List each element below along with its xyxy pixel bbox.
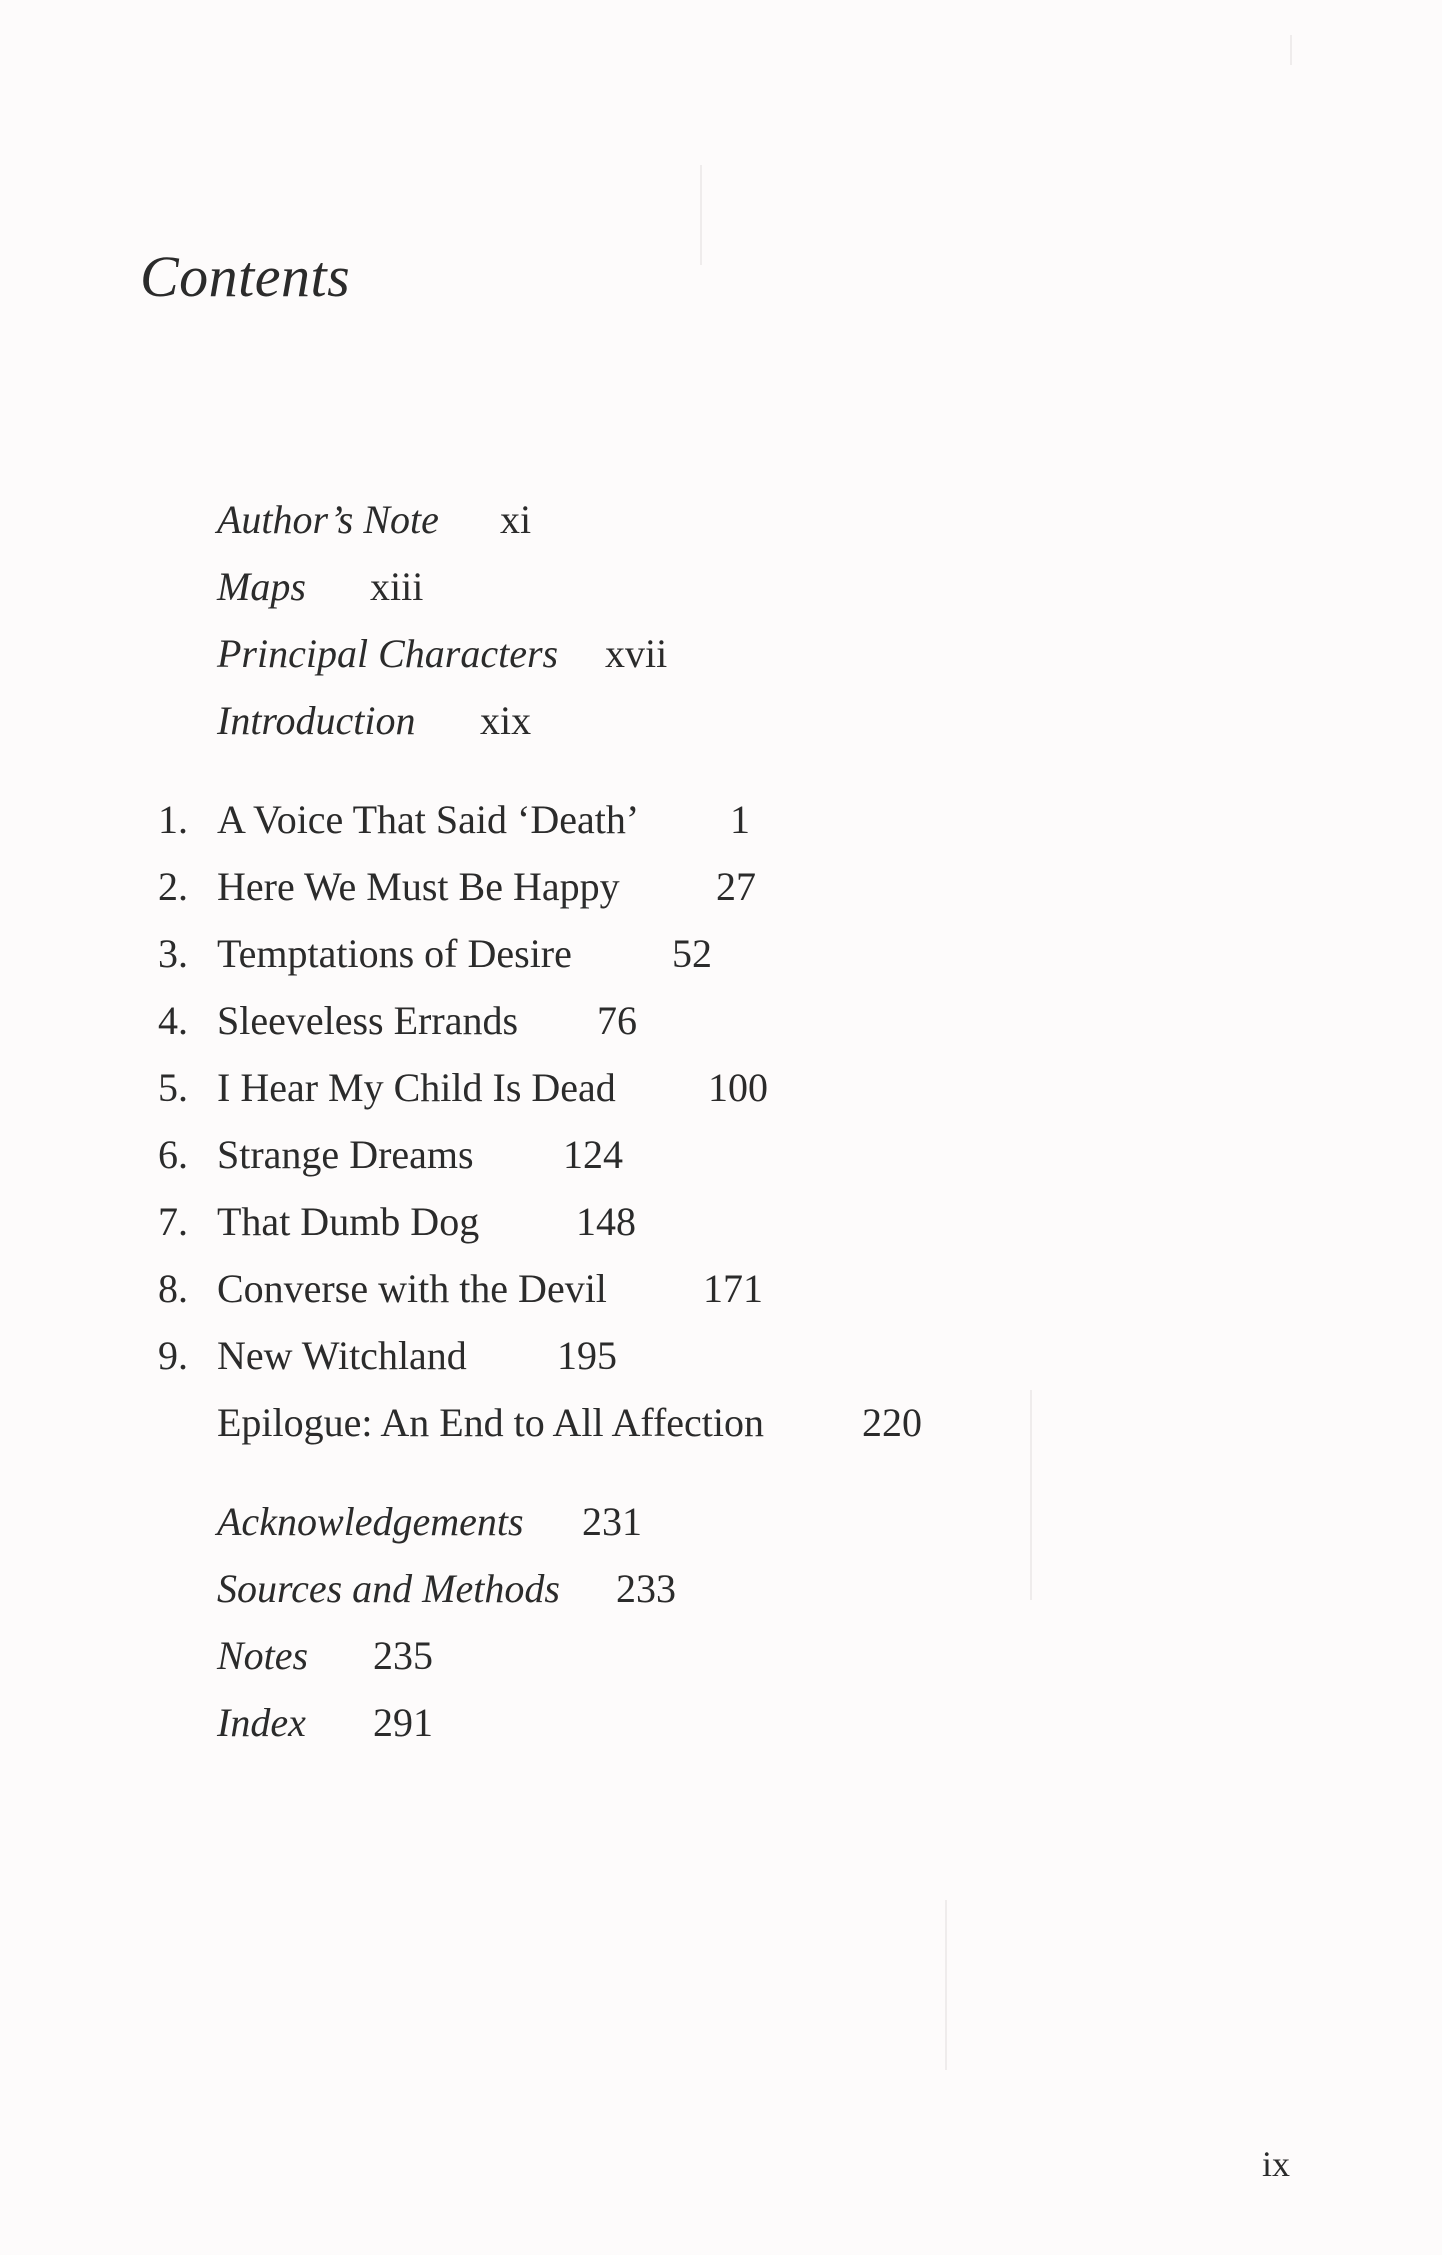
toc-entry-page: 1 (730, 797, 750, 842)
toc-entry-page: xiii (370, 564, 424, 609)
scan-mark (945, 1900, 947, 2070)
toc-entry-label: Sources and Methods (217, 1566, 560, 1611)
toc-entry-number: 2. (158, 864, 188, 909)
toc-entry-number: 3. (158, 931, 188, 976)
toc-entry-number: 1. (158, 797, 188, 842)
toc-entry-page: 148 (576, 1199, 636, 1244)
toc-entry-page: 220 (862, 1400, 922, 1445)
toc-entry-number: 8. (158, 1266, 188, 1311)
toc-entry-label: Notes (217, 1633, 309, 1678)
toc-entry-number: 6. (158, 1132, 188, 1177)
page-title: Contents (140, 244, 351, 309)
toc-entry-page: 76 (597, 998, 637, 1043)
toc-entry-page: xix (480, 698, 532, 743)
toc-entry-label: A Voice That Said ‘Death’ (217, 797, 640, 842)
toc-entry-number: 5. (158, 1065, 188, 1110)
scan-mark (1290, 35, 1292, 65)
toc-entry-page: xvii (605, 631, 668, 676)
toc-entry-number: 4. (158, 998, 188, 1043)
toc-entry-page: 52 (672, 931, 712, 976)
scan-mark (1030, 1390, 1032, 1600)
toc-entry-label: Introduction (217, 698, 416, 743)
toc-entry-label: That Dumb Dog (217, 1199, 480, 1244)
toc-entry-page: 291 (373, 1700, 433, 1745)
toc-entry-label: Here We Must Be Happy (217, 864, 620, 909)
toc-entry-page: 27 (716, 864, 756, 909)
toc-entry-number: 9. (158, 1333, 188, 1378)
toc-entry-label: Index (217, 1700, 306, 1745)
toc-entry-label: Maps (217, 564, 306, 609)
toc-entry-label: Author’s Note (217, 497, 439, 542)
toc-entry-number: 7. (158, 1199, 188, 1244)
toc-entry-label: Temptations of Desire (217, 931, 572, 976)
scan-mark (700, 165, 702, 265)
toc-entry-label: Converse with the Devil (217, 1266, 607, 1311)
toc-entry-label: Epilogue: An End to All Affection (217, 1400, 764, 1445)
toc-entry-label: I Hear My Child Is Dead (217, 1065, 616, 1110)
toc-entry-page: 124 (563, 1132, 623, 1177)
toc-entry-label: Sleeveless Errands (217, 998, 519, 1043)
toc-entry-page: 195 (557, 1333, 617, 1378)
toc-entry-page: 235 (373, 1633, 433, 1678)
toc-entry-page: 233 (616, 1566, 676, 1611)
page-number: ix (1262, 2144, 1291, 2184)
toc-entry-label: Principal Characters (217, 631, 559, 676)
toc-entry-label: New Witchland (217, 1333, 467, 1378)
toc-entry-label: Strange Dreams (217, 1132, 474, 1177)
toc-entry-page: 100 (708, 1065, 768, 1110)
toc-entry-page: 171 (703, 1266, 763, 1311)
toc-entry-page: 231 (582, 1499, 642, 1544)
toc-entry-page: xi (500, 497, 532, 542)
toc-entry-label: Acknowledgements (217, 1499, 524, 1544)
